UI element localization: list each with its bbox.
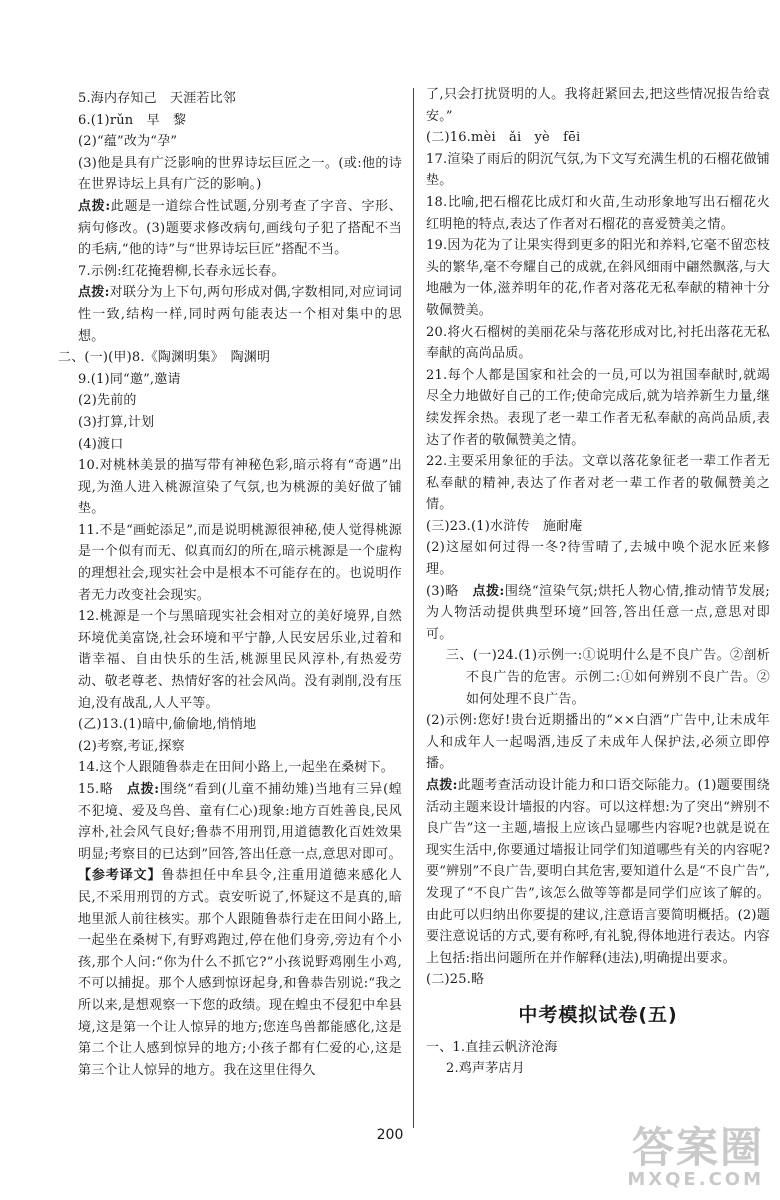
paragraph-text: (3)打算,计划 <box>78 414 155 430</box>
paragraph-text: (2)示例:您好!贵台近期播出的“××白酒”广告中,让未成年人和成年人一起喝酒,违反了未成年人保护法,必须立即停播。 <box>426 713 770 772</box>
paragraph-text: 10.对桃林美景的描写带有神秘色彩,暗示将有“奇遇”出现,为渔人进入桃源渲染了气氛,也为桃源的美好做了铺垫。 <box>78 458 402 517</box>
paragraph-text: 对联分为上下句,两句形成对偶,字数相同,对应词词性一致,结构一样,同时两句能表达一个相对集中的思想。 <box>78 285 402 344</box>
right-paragraph <box>426 710 770 775</box>
column-divider <box>413 88 414 1128</box>
paragraph-text: (乙)13.(1)暗中,偷偷地,悄悄地 <box>78 717 257 733</box>
right-paragraph <box>426 969 770 991</box>
paragraph-text: 21.每个人都是国家和社会的一员,可以为祖国奉献时,就竭尽全力地做好自己的工作;使命完成后,就为培养新生力量,继续发挥余热。表现了老一辈工作者无私奉献的高尚品质,表达了作者的敬佩赞美之情。 <box>426 367 770 448</box>
right-paragraph <box>426 1037 770 1059</box>
paragraph-text: (二)16.mèi ǎi yè fēi <box>426 130 581 146</box>
right-paragraph <box>426 581 770 646</box>
left-paragraph <box>58 347 402 369</box>
left-paragraph <box>58 865 402 1081</box>
paragraph-text: (三)23.(1)水浒传 施耐庵 <box>426 518 583 534</box>
left-column <box>58 88 402 1081</box>
left-paragraph <box>58 779 402 865</box>
left-paragraph <box>58 88 402 110</box>
right-paragraph <box>426 84 770 127</box>
right-paragraph <box>426 322 770 365</box>
paragraph-text: (3)他是具有广泛影响的世界诗坛巨匠之一。(或:他的诗在世界诗坛上具有广泛的影响。) <box>78 155 402 193</box>
right-column <box>426 84 770 1080</box>
paragraph-text: (3)略 <box>426 583 473 599</box>
left-paragraph <box>58 434 402 456</box>
left-paragraph <box>58 757 402 779</box>
left-paragraph <box>58 369 402 391</box>
hint-label: 点拨: <box>127 782 160 797</box>
left-paragraph <box>58 153 402 196</box>
left-paragraph <box>58 282 402 347</box>
left-paragraph <box>58 520 402 606</box>
paragraph-text: 5.海内存知己 天涯若比邻 <box>78 91 237 106</box>
paragraph-text: 此题是一道综合性试题,分别考查了字音、字形、病句修改。(3)题要求修改病句,画线句子犯了搭配不当的毛病,“他的诗”与“世界诗坛巨匠”搭配不当。 <box>78 198 402 258</box>
paragraph-text: 三、(一)24.(1)示例一:①说明什么是不良广告。②剖析不良广告的危害。示例二:①如何辨别不良广告。②如何处理不良广告。 <box>446 648 770 707</box>
paragraph-text: 6.(1)rǔn 早 黎 <box>78 112 187 128</box>
left-paragraph <box>58 714 402 736</box>
paragraph-text: 11.不是“画蛇添足”,而是说明桃源很神秘,使人觉得桃源是一个似有而无、似真而幻的所在,暗示桃源是一个虚构的理想社会,现实社会中是根本不可能存在的。也说明作者无力改变社会现实。 <box>78 522 402 603</box>
right-paragraph <box>426 1058 770 1080</box>
left-paragraph <box>58 412 402 434</box>
paragraph-text: 18.比喻,把石榴花比成灯和火苗,生动形象地写出石榴花火红明艳的特点,表达了作者对石榴花的喜爱赞美之情。 <box>426 194 770 232</box>
right-paragraph <box>426 516 770 538</box>
translation-label: 【参考译文】 <box>78 868 162 884</box>
left-paragraph <box>58 110 402 132</box>
right-paragraph <box>426 537 770 580</box>
left-paragraph <box>58 606 402 714</box>
paragraph-text: (4)渡口 <box>78 436 124 452</box>
hint-label: 点拨: <box>426 778 458 793</box>
left-paragraph <box>58 390 402 412</box>
left-paragraph <box>58 736 402 758</box>
watermark-domain: MXQE.COM <box>627 1169 764 1190</box>
paragraph-text: 12.桃源是一个与黑暗现实社会相对立的美好境界,自然环境优美富饶,社会环境和平宁静,人民安居乐业,过着和谐幸福、自由快乐的生活,桃源里民风淳朴,有热爱劳动、敬老尊老、热情好客的社会风尚。没有剥削,没有压迫,没有战乱,人人平等。 <box>78 609 402 711</box>
hint-label: 点拨: <box>78 198 111 214</box>
watermark-logo <box>627 1123 764 1190</box>
right-paragraph <box>426 365 770 451</box>
paragraph-text: 14.这个人跟随鲁恭走在田间小路上,一起坐在桑树下。 <box>78 760 395 776</box>
paragraph-text: 围绕“渲染气氛;烘托人物心情,推动情节发展;为人物活动提供典型环境”回答,答出任意一点,意思对即可。 <box>426 583 770 642</box>
page-number: 200 <box>376 1127 404 1143</box>
paragraph-text: (2)考察,考证,探察 <box>78 738 185 754</box>
right-paragraph <box>426 645 770 710</box>
watermark-text: 答案圈 <box>631 1123 764 1172</box>
paragraph-text: 15.略 <box>78 782 127 797</box>
right-paragraph <box>426 235 770 321</box>
right-paragraph <box>426 451 770 516</box>
paragraph-text: (2)这屋如何过得一冬?待雪晴了,去城中唤个泥水匠来修理。 <box>426 540 770 578</box>
paragraph-text: 一、1.直挂云帆济沧海 <box>426 1039 558 1055</box>
exam-section-title: 中考模拟试卷(五) <box>518 1003 678 1026</box>
hint-label: 点拨: <box>78 285 110 301</box>
left-paragraph <box>58 261 402 283</box>
left-paragraph <box>58 131 402 153</box>
paragraph-text: 此题考查活动设计能力和口语交际能力。(1)题要围绕活动主题来设计墙报的内容。可以这样想:为了突出“辨别不良广告”这一主题,墙报上应该凸显哪些内容呢?也就是说在现实生活中,你要通过墙报让同学们知道哪些有关的内容呢?要“辨别”不良广告,要明白其危害,要知道什么是“不良广告”,发现了“不良广告”,该怎么做等等都是同学们应该了解的。由此可以归纳出你要提的建议,注意语言要简明概括。(2)题要注意说话的方式,要有称呼,有礼貌,得体地进行表达。内容上包括:指出问题所在并作解释(违法),明确提出要求。 <box>426 778 770 966</box>
left-paragraph <box>58 455 402 520</box>
paragraph-text: 9.(1)同“邀”,邀请 <box>78 371 181 387</box>
paragraph-text: (2)“蕴”改为“孕” <box>78 134 178 150</box>
hint-label: 点拨: <box>472 583 505 599</box>
paragraph-text: 了,只会打扰贤明的人。我将赶紧回去,把这些情况报告给袁安。” <box>426 87 770 124</box>
right-paragraph <box>426 775 770 969</box>
paragraph-text: 17.渲染了雨后的阴沉气氛,为下文写充满生机的石榴花做铺垫。 <box>426 151 770 189</box>
paragraph-text: 19.因为花为了让果实得到更多的阳光和养料,它毫不留恋枝头的繁华,毫不夸耀自己的成就,在斜风细雨中翩然飘落,与大地融为一体,滋养明年的花,作者对落花无私奉献的精神十分敬佩赞美。 <box>426 238 770 318</box>
paragraph-text: 20.将火石榴树的美丽花朵与落花形成对比,衬托出落花无私奉献的高尚品质。 <box>426 324 770 362</box>
left-paragraph <box>58 196 402 261</box>
paragraph-text: 2.鸡声茅店月 <box>446 1061 525 1077</box>
paragraph-text: 22.主要采用象征的手法。文章以落花象征老一辈工作者无私奉献的精神,表达了作者对老一辈工作者的敬佩赞美之情。 <box>426 454 770 513</box>
paragraph-text: 围绕“看到(儿童不捕幼雉)当地有三异(蝗不犯境、爱及鸟兽、童有仁心)现象:地方百姓善良,民风淳朴,社会风气良好;鲁恭不用刑罚,用道德教化百姓效果明显;考察目的已达到”回答,答出任意一点,意思对即可。 <box>78 782 402 862</box>
paragraph-text: (二)25.略 <box>426 972 485 988</box>
paragraph-text: (2)先前的 <box>78 393 137 409</box>
right-paragraph <box>426 149 770 192</box>
paragraph-text: 7.示例:红花掩碧柳,长春永远长春。 <box>78 263 285 279</box>
paragraph-text: 二、(一)(甲)8.《陶渊明集》 陶渊明 <box>58 350 271 366</box>
right-paragraph <box>426 127 770 149</box>
right-paragraph <box>426 192 770 235</box>
paragraph-text: 鲁恭担任中牟县令,注重用道德来感化人民,不采用刑罚的方式。袁安听说了,怀疑这不是真的,暗地里派人前往核实。那个人跟随鲁恭行走在田间小路上,一起坐在桑树下,有野鸡跑过,停在他们身旁,旁边有个小孩,那个人问:“你为什么不抓它?”小孩说野鸡刚生小鸡,不可以捕捉。那个人感到惊讶起身,和鲁恭告别说:“我之所以来,是想观察一下您的政绩。现在蝗虫不侵犯中牟县境,这是第一个让人惊异的地方;您连鸟兽都能感化,这是第二个让人感到惊异的地方;小孩子都有仁爱的心,这是第三个让人惊异的地方。我在这里住得久 <box>78 868 402 1078</box>
